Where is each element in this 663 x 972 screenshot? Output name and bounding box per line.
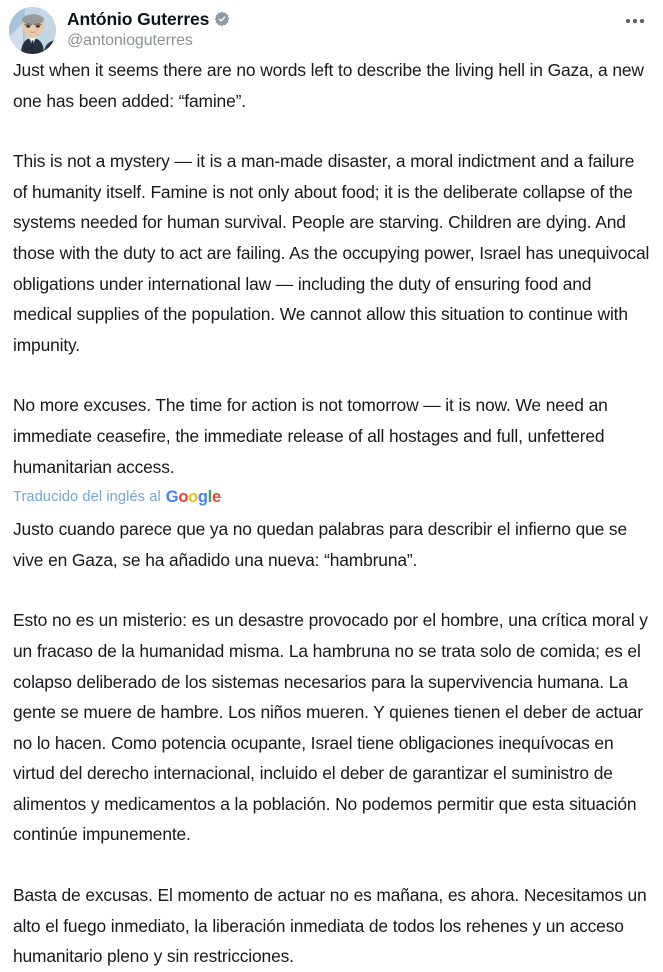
google-logo-letter-5: l <box>207 488 212 507</box>
translated-paragraph-3: Basta de excusas. El momento de actuar no es mañana, es ahora. Necesitamos un alto el fuego inmediato, la liberación inmediata de todos los rehenes y un acceso humanitario pleno y sin restricciones. <box>13 885 647 967</box>
identity-block <box>67 7 230 50</box>
original-paragraph-1: Just when it seems there are no words left to describe the living hell in Gaza, a new one has been added: “famine”. <box>13 60 644 111</box>
display-name[interactable]: António Guterres <box>67 8 210 29</box>
dot <box>640 19 644 23</box>
google-logo-letter-1: G <box>165 488 179 507</box>
google-logo-letter-6: e <box>211 488 221 507</box>
translated-paragraph-2: Esto no es un misterio: es un desastre provocado por el hombre, una crítica moral y un fracaso de la humanidad misma. La hambruna no se trata solo de comida; es el colapso deliberado de los sistemas necesarios para la supervivencia humana. La gente se muere de hambre. Los niños mueren. Y quienes tienen el deber de actuar no lo hacen. Como potencia ocupante, Israel tiene obligaciones inequívocas en virtud del derecho internacional, incluido el deber de garantizar el suministro de alimentos y medicamentos a la población. No podemos permitir que esta situación continúe impunemente. <box>13 610 648 845</box>
google-logo-letter-2: o <box>178 488 189 507</box>
google-logo-letter-3: o <box>188 488 198 507</box>
dot <box>626 19 630 23</box>
dot <box>633 19 637 23</box>
account-handle[interactable]: @antonioguterres <box>67 32 193 49</box>
translation-attribution[interactable] <box>13 487 651 507</box>
verified-badge-icon <box>214 11 230 27</box>
tweet-body <box>0 55 663 972</box>
translated-paragraph-1: Justo cuando parece que ya no quedan palabras para describir el infierno que se vive en Gaza, se ha añadido una nueva: “hambruna”. <box>13 519 628 570</box>
more-options-icon[interactable] <box>621 12 649 30</box>
translation-attribution-label: Traducido del inglés al <box>13 489 161 506</box>
original-paragraph-3: No more excuses. The time for action is not tomorrow — it is now. We need an immediate ceasefire, the immediate release of all hostages and full, unfettered humanitarian access. <box>13 395 608 477</box>
google-logo-letter-4: g <box>197 488 208 507</box>
google-logo <box>166 487 221 507</box>
original-paragraph-2: This is not a mystery — it is a man-made disaster, a moral indictment and a failure of humanity itself. Famine is not only about food; it is the deliberate collapse of the systems needed for human survival. People are starving. Children are dying. And those with the duty to act are failing. As the occupying power, Israel has unequivocal obligations under international law — including the duty of ensuring food and medical supplies of the population. We cannot allow this situation to continue with impunity. <box>13 151 650 355</box>
avatar[interactable] <box>9 7 56 54</box>
tweet-header <box>0 0 663 55</box>
name-row <box>67 8 230 30</box>
